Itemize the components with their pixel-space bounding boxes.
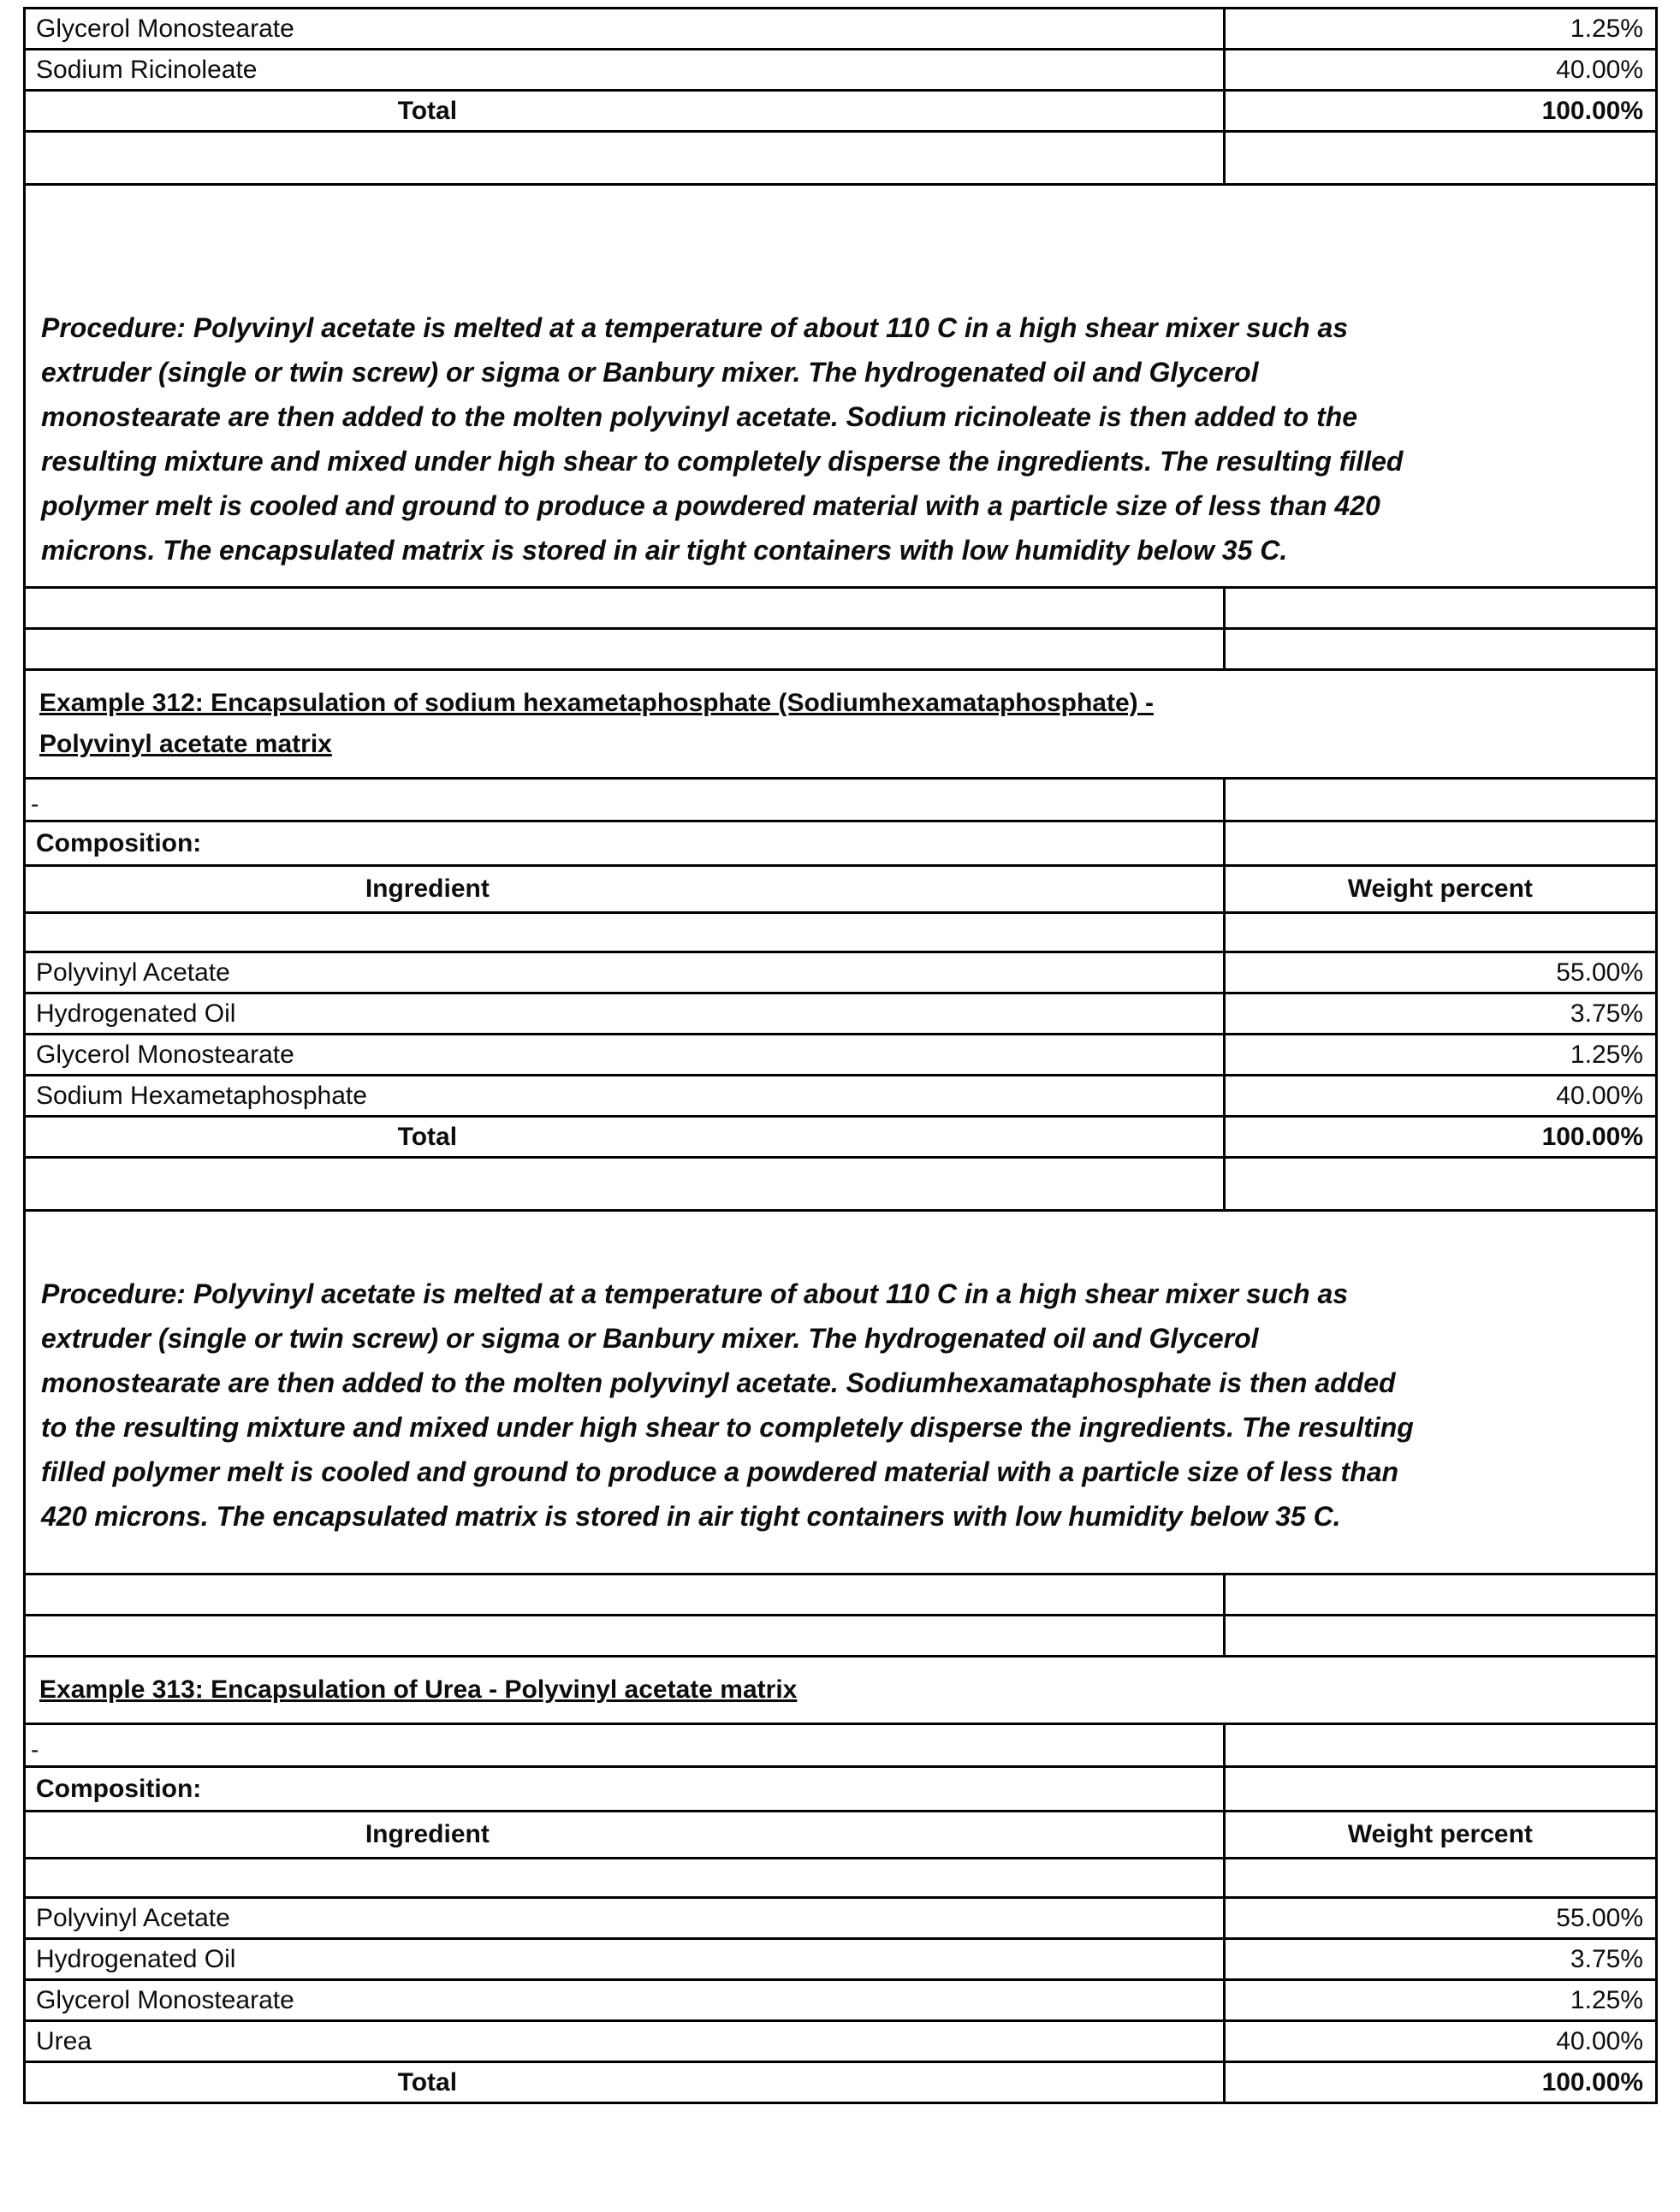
composition-label: Composition: bbox=[25, 821, 1225, 866]
table-row bbox=[25, 1076, 1657, 1117]
total-row bbox=[25, 1117, 1657, 1158]
empty-row bbox=[25, 1158, 1657, 1211]
table-header-row bbox=[25, 866, 1657, 913]
empty-row bbox=[25, 1574, 1657, 1616]
composition-row bbox=[25, 1767, 1657, 1812]
example-heading-line1: Example 312: Encapsulation of sodium hexametaphosphate (Sodiumhexamataphosphate) - bbox=[39, 689, 1154, 717]
weight-cell: 3.75% bbox=[1224, 993, 1656, 1035]
ingredient-cell: Polyvinyl Acetate bbox=[25, 952, 1225, 993]
composition-label: Composition: bbox=[25, 1767, 1225, 1812]
table-row bbox=[25, 1898, 1657, 1939]
empty-row bbox=[25, 588, 1657, 629]
procedure-row bbox=[25, 185, 1657, 588]
total-value: 100.00% bbox=[1224, 1117, 1656, 1158]
procedure-cell bbox=[25, 185, 1657, 588]
example-heading-line2: Polyvinyl acetate matrix bbox=[39, 730, 332, 758]
ingredient-cell: Polyvinyl Acetate bbox=[25, 1898, 1225, 1939]
ingredient-cell: Sodium Ricinoleate bbox=[25, 50, 1225, 91]
table-row bbox=[25, 952, 1657, 993]
column-header-weight: Weight percent bbox=[1224, 1812, 1656, 1859]
empty-row bbox=[25, 1859, 1657, 1898]
empty-row bbox=[25, 132, 1657, 185]
procedure-paragraph: Procedure: Polyvinyl acetate is melted at a temperature of about 110 C in a high shear mixer such as extruder (single or twin screw) or sigma or Banbury mixer. The hydrogenated oil and Glycerol monostearate are then added to the molten polyvinyl acetate. Sodiumhexamataphosphate is then added to the resulting mixture and mixed under high shear to completely disperse the ingredients. The resulting filled polymer melt is cooled and ground to produce a powdered material with a particle size of less than 420 microns. The encapsulated matrix is stored in air tight containers with low humidity below 35 C. bbox=[41, 1278, 1414, 1532]
table-row bbox=[25, 50, 1657, 91]
example-312-heading bbox=[25, 670, 1657, 779]
table-row bbox=[25, 1980, 1657, 2021]
total-row bbox=[25, 2062, 1657, 2103]
weight-cell: 1.25% bbox=[1224, 9, 1656, 50]
table-header-row bbox=[25, 1812, 1657, 1859]
table-row bbox=[25, 1035, 1657, 1076]
column-header-ingredient: Ingredient bbox=[25, 866, 1225, 913]
table-row bbox=[25, 993, 1657, 1035]
weight-cell: 55.00% bbox=[1224, 952, 1656, 993]
empty-row bbox=[25, 1616, 1657, 1657]
total-value: 100.00% bbox=[1224, 2062, 1656, 2103]
table-row bbox=[25, 2021, 1657, 2062]
total-label: Total bbox=[25, 2062, 1225, 2103]
column-header-ingredient: Ingredient bbox=[25, 1812, 1225, 1859]
ingredient-cell: Urea bbox=[25, 2021, 1225, 2062]
column-header-weight: Weight percent bbox=[1224, 866, 1656, 913]
weight-cell: 40.00% bbox=[1224, 1076, 1656, 1117]
total-value: 100.00% bbox=[1224, 91, 1656, 132]
procedure-paragraph: Procedure: Polyvinyl acetate is melted at a temperature of about 110 C in a high shear mixer such as extruder (single or twin screw) or sigma or Banbury mixer. The hydrogenated oil and Glycerol monostearate are then added to the molten polyvinyl acetate. Sodium ricinoleate is then added to the resulting mixture and mixed under high shear to completely disperse the ingredients. The resulting filled polymer melt is cooled and ground to produce a powdered material with a particle size of less than 420 microns. The encapsulated matrix is stored in air tight containers with low humidity below 35 C. bbox=[41, 312, 1404, 566]
ingredient-cell: Glycerol Monostearate bbox=[25, 1980, 1225, 2021]
weight-cell: 1.25% bbox=[1224, 1035, 1656, 1076]
example-313-heading bbox=[25, 1657, 1657, 1724]
dash-mark: - bbox=[25, 1724, 1225, 1767]
example-heading-row bbox=[25, 670, 1657, 779]
table-row bbox=[25, 9, 1657, 50]
empty-row bbox=[25, 629, 1657, 670]
table-row bbox=[25, 1939, 1657, 1980]
total-label: Total bbox=[25, 1117, 1225, 1158]
weight-cell: 1.25% bbox=[1224, 1980, 1656, 2021]
weight-cell: 40.00% bbox=[1224, 50, 1656, 91]
example-heading-row bbox=[25, 1657, 1657, 1724]
empty-row bbox=[25, 913, 1657, 952]
ingredient-cell: Glycerol Monostearate bbox=[25, 9, 1225, 50]
weight-cell: 55.00% bbox=[1224, 1898, 1656, 1939]
ingredient-cell: Hydrogenated Oil bbox=[25, 993, 1225, 1035]
weight-cell: 3.75% bbox=[1224, 1939, 1656, 1980]
total-row bbox=[25, 91, 1657, 132]
dash-mark: - bbox=[25, 779, 1225, 821]
ingredient-cell: Hydrogenated Oil bbox=[25, 1939, 1225, 1980]
composition-row bbox=[25, 821, 1657, 866]
ingredient-cell: Sodium Hexametaphosphate bbox=[25, 1076, 1225, 1117]
procedure-row bbox=[25, 1211, 1657, 1574]
dash-row bbox=[25, 1724, 1657, 1767]
ingredient-cell: Glycerol Monostearate bbox=[25, 1035, 1225, 1076]
example-heading-line1: Example 313: Encapsulation of Urea - Polyvinyl acetate matrix bbox=[39, 1675, 798, 1704]
weight-cell: 40.00% bbox=[1224, 2021, 1656, 2062]
total-label: Total bbox=[25, 91, 1225, 132]
dash-row bbox=[25, 779, 1657, 821]
procedure-cell bbox=[25, 1211, 1657, 1574]
composition-document-table bbox=[23, 7, 1658, 2104]
